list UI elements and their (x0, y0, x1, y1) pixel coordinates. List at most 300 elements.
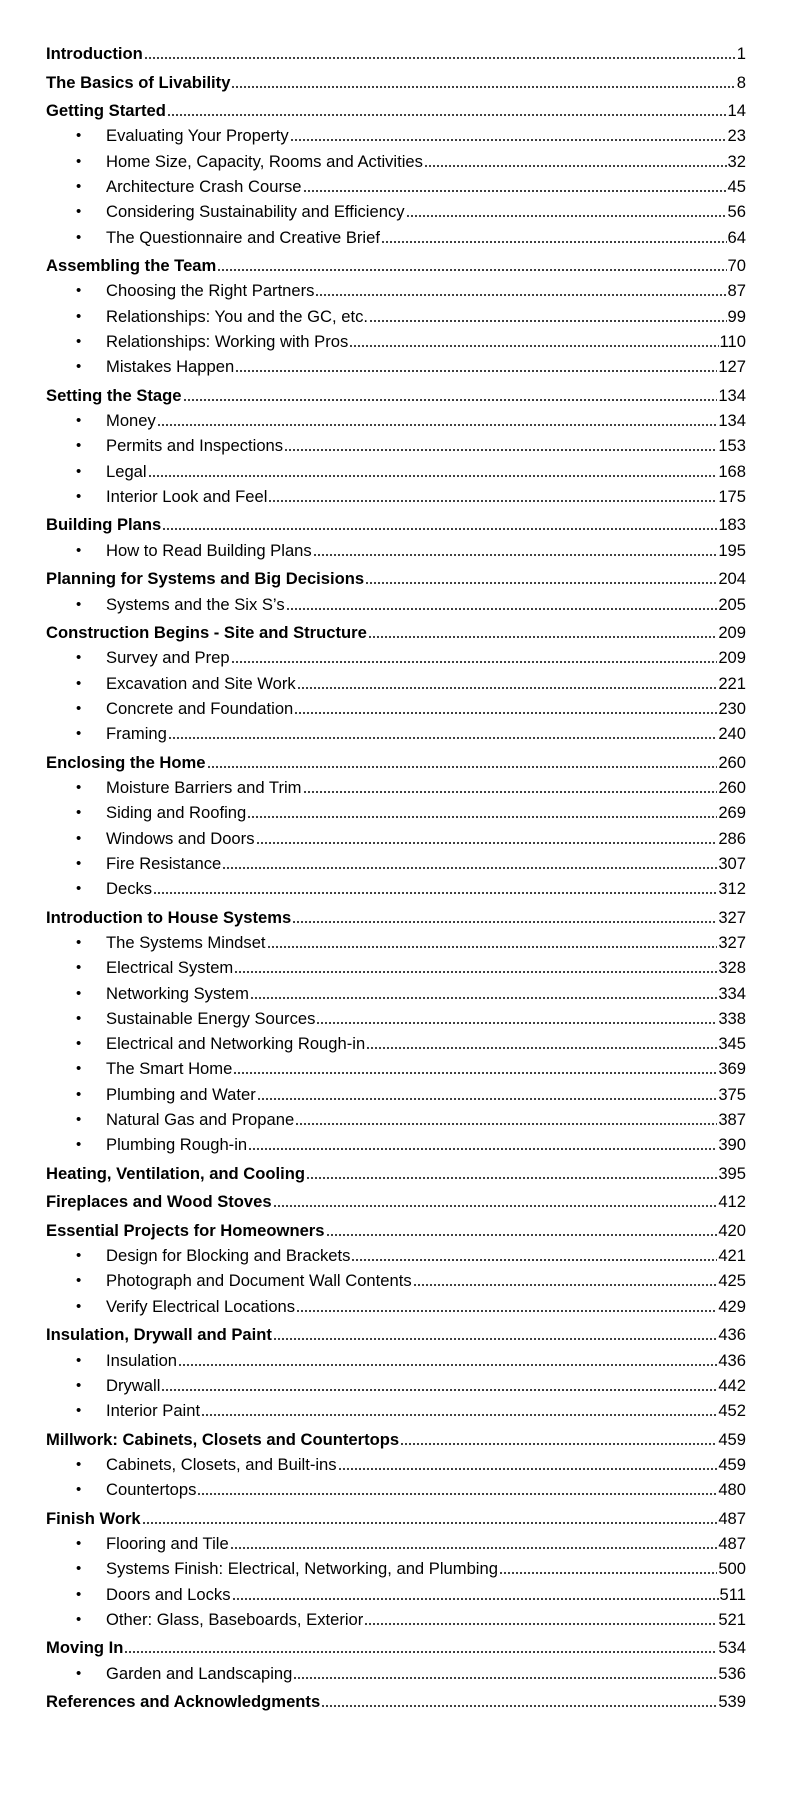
bullet-icon: • (76, 804, 82, 821)
toc-section-entry[interactable] (46, 407, 746, 431)
bullet-icon: • (76, 725, 82, 742)
toc-entry-page-number: 480 (718, 1480, 746, 1499)
toc-section-entry[interactable] (46, 980, 746, 1004)
toc-section-entry[interactable] (46, 122, 746, 146)
toc-entry-title: The Systems Mindset (106, 933, 266, 952)
toc-section-entry[interactable] (46, 458, 746, 482)
toc-entry-page-number: 64 (727, 228, 746, 247)
bullet-icon: • (76, 203, 82, 220)
toc-entry-title: Finish Work (46, 1509, 141, 1528)
toc-entry-page-number: 534 (718, 1638, 746, 1657)
dot-leader (365, 582, 717, 584)
toc-entry-page-number: 425 (718, 1271, 746, 1290)
dot-leader (231, 86, 735, 88)
toc-section-entry[interactable] (46, 1347, 746, 1371)
dot-leader (349, 345, 718, 347)
toc-entry-page-number: 87 (727, 281, 746, 300)
bullet-icon: • (76, 700, 82, 717)
toc-entry-title: Countertops (106, 1480, 197, 1499)
toc-entry-title: Windows and Doors (106, 829, 255, 848)
toc-entry-title: Enclosing the Home (46, 753, 206, 772)
toc-entry-title: Interior Look and Feel (106, 487, 268, 506)
toc-entry-page-number: 328 (718, 958, 746, 977)
dot-leader (306, 1177, 717, 1179)
bullet-icon: • (76, 333, 82, 350)
toc-chapter-entry[interactable] (46, 1188, 746, 1212)
toc-section-entry[interactable] (46, 670, 746, 694)
toc-entry-page-number: 327 (718, 933, 746, 952)
toc-entry-title: Insulation (106, 1351, 178, 1370)
toc-entry-page-number: 260 (718, 753, 746, 772)
toc-chapter-entry[interactable] (46, 252, 746, 276)
toc-entry-page-number: 511 (719, 1585, 746, 1604)
toc-entry-title: Excavation and Site Work (106, 674, 296, 693)
toc-entry-title: Construction Begins - Site and Structure (46, 623, 367, 642)
toc-entry-page-number: 32 (727, 152, 746, 171)
bullet-icon: • (76, 959, 82, 976)
toc-entry-title: Assembling the Team (46, 256, 217, 275)
toc-entry-page-number: 421 (718, 1246, 746, 1265)
bullet-icon: • (76, 1402, 82, 1419)
toc-entry-page-number: 175 (718, 487, 746, 506)
toc-section-entry[interactable] (46, 1660, 746, 1684)
bullet-icon: • (76, 596, 82, 613)
toc-entry-title: Legal (106, 462, 147, 481)
toc-entry-title: Setting the Stage (46, 386, 182, 405)
bullet-icon: • (76, 1060, 82, 1077)
dot-leader (230, 1547, 718, 1549)
toc-chapter-entry[interactable] (46, 382, 746, 406)
dot-leader (292, 921, 717, 923)
toc-entry-title: Millwork: Cabinets, Closets and Countertops (46, 1430, 400, 1449)
dot-leader (167, 114, 727, 116)
toc-section-entry[interactable] (46, 644, 746, 668)
dot-leader (424, 165, 727, 167)
toc-entry-page-number: 127 (718, 357, 746, 376)
toc-entry-page-number: 195 (718, 541, 746, 560)
dot-leader (297, 687, 718, 689)
bullet-icon: • (76, 1298, 82, 1315)
bullet-icon: • (76, 779, 82, 796)
toc-entry-title: Flooring and Tile (106, 1534, 229, 1553)
toc-entry-title: Choosing the Right Partners (106, 281, 315, 300)
toc-entry-page-number: 286 (718, 829, 746, 848)
toc-entry-page-number: 45 (727, 177, 746, 196)
toc-chapter-entry[interactable] (46, 619, 746, 643)
toc-entry-title: Architecture Crash Course (106, 177, 302, 196)
toc-entry-title: Money (106, 411, 156, 430)
toc-entry-title: Cabinets, Closets, and Built-ins (106, 1455, 337, 1474)
dot-leader (406, 215, 727, 217)
bullet-icon: • (76, 830, 82, 847)
toc-entry-page-number: 395 (718, 1164, 746, 1183)
toc-entry-title: Introduction (46, 44, 143, 63)
toc-section-entry[interactable] (46, 1372, 746, 1396)
bullet-icon: • (76, 308, 82, 325)
bullet-icon: • (76, 1272, 82, 1289)
dot-leader (207, 766, 718, 768)
toc-entry-page-number: 390 (718, 1135, 746, 1154)
toc-chapter-entry[interactable] (46, 1426, 746, 1450)
toc-section-entry[interactable] (46, 720, 746, 744)
toc-entry-page-number: 221 (718, 674, 746, 693)
toc-entry-page-number: 459 (718, 1455, 746, 1474)
dot-leader (222, 867, 717, 869)
toc-chapter-entry[interactable] (46, 565, 746, 589)
dot-leader (499, 1572, 717, 1574)
bullet-icon: • (76, 153, 82, 170)
toc-entry-page-number: 539 (718, 1692, 746, 1711)
toc-entry-page-number: 134 (718, 386, 746, 405)
toc-entry-title: Introduction to House Systems (46, 908, 292, 927)
dot-leader (303, 791, 718, 793)
toc-section-entry[interactable] (46, 799, 746, 823)
dot-leader (231, 661, 718, 663)
dot-leader (294, 712, 717, 714)
toc-section-entry[interactable] (46, 303, 746, 327)
dot-leader (400, 1443, 717, 1445)
dot-leader (257, 1098, 718, 1100)
toc-entry-title: References and Acknowledgments (46, 1692, 321, 1711)
toc-entry-page-number: 8 (736, 73, 746, 92)
toc-entry-title: The Questionnaire and Creative Brief (106, 228, 380, 247)
toc-entry-page-number: 345 (718, 1034, 746, 1053)
toc-entry-page-number: 487 (718, 1509, 746, 1528)
toc-chapter-entry[interactable] (46, 904, 746, 928)
toc-entry-page-number: 260 (718, 778, 746, 797)
dot-leader (157, 424, 718, 426)
toc-section-entry[interactable] (46, 875, 746, 899)
toc-entry-title: Framing (106, 724, 167, 743)
dot-leader (197, 1493, 717, 1495)
toc-entry-page-number: 500 (718, 1559, 746, 1578)
toc-entry-page-number: 209 (718, 623, 746, 642)
toc-entry-title: How to Read Building Plans (106, 541, 312, 560)
toc-entry-page-number: 420 (718, 1221, 746, 1240)
toc-section-entry[interactable] (46, 850, 746, 874)
toc-entry-title: Verify Electrical Locations (106, 1297, 296, 1316)
toc-section-entry[interactable] (46, 353, 746, 377)
toc-entry-title: Relationships: Working with Pros (106, 332, 349, 351)
toc-section-entry[interactable] (46, 591, 746, 615)
toc-entry-title: Insulation, Drywall and Paint (46, 1325, 272, 1344)
bullet-icon: • (76, 1035, 82, 1052)
dot-leader (286, 608, 718, 610)
toc-chapter-entry[interactable] (46, 1160, 746, 1184)
bullet-icon: • (76, 127, 82, 144)
dot-leader (142, 1522, 718, 1524)
bullet-icon: • (76, 1136, 82, 1153)
toc-entry-page-number: 230 (718, 699, 746, 718)
toc-entry-title: Other: Glass, Baseboards, Exterior (106, 1610, 364, 1629)
toc-entry-page-number: 205 (718, 595, 746, 614)
toc-section-entry[interactable] (46, 1242, 746, 1266)
dot-leader (201, 1414, 717, 1416)
dot-leader (247, 816, 717, 818)
toc-entry-title: The Basics of Livability (46, 73, 231, 92)
toc-section-entry[interactable] (46, 695, 746, 719)
dot-leader (284, 449, 717, 451)
toc-entry-page-number: 56 (727, 202, 746, 221)
bullet-icon: • (76, 1111, 82, 1128)
toc-entry-page-number: 1 (736, 44, 746, 63)
bullet-icon: • (76, 229, 82, 246)
toc-chapter-entry[interactable] (46, 40, 746, 64)
toc-entry-title: Plumbing and Water (106, 1085, 256, 1104)
dot-leader (290, 139, 727, 141)
toc-entry-title: Design for Blocking and Brackets (106, 1246, 351, 1265)
bullet-icon: • (76, 880, 82, 897)
dot-leader (217, 269, 726, 271)
toc-section-entry[interactable] (46, 432, 746, 456)
toc-entry-title: Networking System (106, 984, 249, 1003)
dot-leader (303, 190, 727, 192)
bullet-icon: • (76, 1247, 82, 1264)
toc-entry-title: Electrical System (106, 958, 234, 977)
toc-entry-page-number: 110 (719, 332, 746, 351)
toc-entry-title: Electrical and Networking Rough-in (106, 1034, 366, 1053)
bullet-icon: • (76, 463, 82, 480)
bullet-icon: • (76, 178, 82, 195)
toc-section-entry[interactable] (46, 1476, 746, 1500)
toc-section-entry[interactable] (46, 1293, 746, 1317)
dot-leader (256, 842, 718, 844)
toc-entry-title: Heating, Ventilation, and Cooling (46, 1164, 306, 1183)
toc-entry-page-number: 412 (718, 1192, 746, 1211)
toc-section-entry[interactable] (46, 1530, 746, 1554)
toc-entry-title: Systems Finish: Electrical, Networking, and Plumbing (106, 1559, 498, 1578)
toc-section-entry[interactable] (46, 483, 746, 507)
toc-section-entry[interactable] (46, 774, 746, 798)
dot-leader (313, 554, 718, 556)
dot-leader (153, 892, 717, 894)
toc-entry-title: Garden and Landscaping (106, 1664, 293, 1683)
dot-leader (273, 1338, 717, 1340)
toc-entry-title: Interior Paint (106, 1401, 201, 1420)
toc-entry-page-number: 312 (718, 879, 746, 898)
bullet-icon: • (76, 649, 82, 666)
toc-entry-title: Planning for Systems and Big Decisions (46, 569, 365, 588)
toc-entry-page-number: 375 (718, 1085, 746, 1104)
toc-entry-page-number: 487 (718, 1534, 746, 1553)
toc-entry-page-number: 153 (718, 436, 746, 455)
toc-entry-title: Getting Started (46, 101, 166, 120)
dot-leader (338, 1468, 718, 1470)
toc-entry-title: Considering Sustainability and Efficiency (106, 202, 405, 221)
toc-section-entry[interactable] (46, 929, 746, 953)
toc-entry-page-number: 442 (718, 1376, 746, 1395)
toc-entry-page-number: 99 (727, 307, 746, 326)
toc-chapter-entry[interactable] (46, 1634, 746, 1658)
toc-entry-title: Relationships: You and the GC, etc. (106, 307, 368, 326)
dot-leader (267, 946, 718, 948)
toc-entry-title: Home Size, Capacity, Rooms and Activities (106, 152, 423, 171)
toc-section-entry[interactable] (46, 277, 746, 301)
toc-entry-title: Fire Resistance (106, 854, 222, 873)
dot-leader (233, 1072, 717, 1074)
toc-entry-title: Sustainable Energy Sources (106, 1009, 316, 1028)
toc-entry-title: Moving In (46, 1638, 124, 1657)
dot-leader (321, 1705, 717, 1707)
toc-entry-page-number: 459 (718, 1430, 746, 1449)
dot-leader (295, 1123, 717, 1125)
dot-leader (368, 636, 717, 638)
toc-entry-page-number: 452 (718, 1401, 746, 1420)
dot-leader (168, 737, 717, 739)
bullet-icon: • (76, 1611, 82, 1628)
toc-entry-page-number: 269 (718, 803, 746, 822)
toc-entry-title: Building Plans (46, 515, 162, 534)
toc-section-entry[interactable] (46, 328, 746, 352)
toc-entry-title: Essential Projects for Homeowners (46, 1221, 325, 1240)
bullet-icon: • (76, 934, 82, 951)
toc-entry-page-number: 134 (718, 411, 746, 430)
dot-leader (273, 1205, 718, 1207)
bullet-icon: • (76, 1456, 82, 1473)
toc-chapter-entry[interactable] (46, 511, 746, 535)
toc-section-entry[interactable] (46, 825, 746, 849)
toc-entry-title: Concrete and Foundation (106, 699, 294, 718)
toc-entry-page-number: 209 (718, 648, 746, 667)
dot-leader (178, 1364, 717, 1366)
dot-leader (369, 320, 727, 322)
toc-entry-page-number: 521 (718, 1610, 746, 1629)
toc-chapter-entry[interactable] (46, 1321, 746, 1345)
toc-section-entry[interactable] (46, 1606, 746, 1630)
toc-entry-page-number: 327 (718, 908, 746, 927)
toc-chapter-entry[interactable] (46, 1505, 746, 1529)
toc-section-entry[interactable] (46, 954, 746, 978)
bullet-icon: • (76, 437, 82, 454)
dot-leader (316, 1022, 717, 1024)
bullet-icon: • (76, 488, 82, 505)
toc-section-entry[interactable] (46, 537, 746, 561)
dot-leader (381, 241, 727, 243)
toc-entry-page-number: 70 (727, 256, 746, 275)
toc-section-entry[interactable] (46, 1131, 746, 1155)
toc-entry-title: Evaluating Your Property (106, 126, 289, 145)
toc-entry-title: Survey and Prep (106, 648, 230, 667)
toc-section-entry[interactable] (46, 1267, 746, 1291)
toc-entry-title: Systems and the Six S’s (106, 595, 285, 614)
toc-section-entry[interactable] (46, 1106, 746, 1130)
toc-chapter-entry[interactable] (46, 749, 746, 773)
toc-chapter-entry[interactable] (46, 69, 746, 93)
dot-leader (148, 475, 718, 477)
toc-section-entry[interactable] (46, 224, 746, 248)
toc-entry-title: Photograph and Document Wall Contents (106, 1271, 412, 1290)
bullet-icon: • (76, 855, 82, 872)
toc-entry-page-number: 536 (718, 1664, 746, 1683)
toc-entry-title: Fireplaces and Wood Stoves (46, 1192, 272, 1211)
toc-entry-title: Drywall (106, 1376, 161, 1395)
toc-section-entry[interactable] (46, 1555, 746, 1579)
toc-entry-page-number: 429 (718, 1297, 746, 1316)
toc-entry-page-number: 338 (718, 1009, 746, 1028)
toc-section-entry[interactable] (46, 198, 746, 222)
dot-leader (161, 1389, 717, 1391)
dot-leader (268, 500, 717, 502)
bullet-icon: • (76, 1086, 82, 1103)
dot-leader (235, 370, 717, 372)
toc-entry-title: The Smart Home (106, 1059, 233, 1078)
toc-chapter-entry[interactable] (46, 97, 746, 121)
bullet-icon: • (76, 1665, 82, 1682)
toc-section-entry[interactable] (46, 1055, 746, 1079)
bullet-icon: • (76, 1560, 82, 1577)
bullet-icon: • (76, 985, 82, 1002)
toc-section-entry[interactable] (46, 173, 746, 197)
bullet-icon: • (76, 542, 82, 559)
toc-entry-title: Siding and Roofing (106, 803, 247, 822)
toc-entry-page-number: 168 (718, 462, 746, 481)
toc-entry-page-number: 14 (727, 101, 746, 120)
toc-entry-page-number: 240 (718, 724, 746, 743)
toc-entry-page-number: 23 (727, 126, 746, 145)
toc-entry-page-number: 183 (718, 515, 746, 534)
toc-chapter-entry[interactable] (46, 1217, 746, 1241)
bullet-icon: • (76, 282, 82, 299)
bullet-icon: • (76, 1535, 82, 1552)
dot-leader (124, 1651, 717, 1653)
dot-leader (183, 399, 718, 401)
bullet-icon: • (76, 675, 82, 692)
toc-entry-page-number: 436 (718, 1325, 746, 1344)
toc-entry-title: Decks (106, 879, 153, 898)
bullet-icon: • (76, 358, 82, 375)
toc-entry-title: Mistakes Happen (106, 357, 235, 376)
toc-entry-page-number: 204 (718, 569, 746, 588)
dot-leader (366, 1047, 717, 1049)
dot-leader (326, 1234, 718, 1236)
toc-entry-title: Doors and Locks (106, 1585, 231, 1604)
dot-leader (144, 57, 736, 59)
toc-section-entry[interactable] (46, 1005, 746, 1029)
dot-leader (248, 1148, 717, 1150)
toc-entry-page-number: 334 (718, 984, 746, 1003)
dot-leader (250, 997, 717, 999)
dot-leader (413, 1284, 718, 1286)
toc-section-entry[interactable] (46, 1397, 746, 1421)
dot-leader (296, 1310, 717, 1312)
toc-section-entry[interactable] (46, 148, 746, 172)
toc-entry-page-number: 369 (718, 1059, 746, 1078)
toc-entry-page-number: 307 (718, 854, 746, 873)
bullet-icon: • (76, 1586, 82, 1603)
toc-entry-page-number: 387 (718, 1110, 746, 1129)
toc-section-entry[interactable] (46, 1081, 746, 1105)
bullet-icon: • (76, 1010, 82, 1027)
dot-leader (293, 1677, 717, 1679)
toc-entry-title: Moisture Barriers and Trim (106, 778, 302, 797)
toc-section-entry[interactable] (46, 1451, 746, 1475)
dot-leader (232, 1598, 719, 1600)
toc-chapter-entry[interactable] (46, 1688, 746, 1712)
toc-entry-title: Plumbing Rough-in (106, 1135, 248, 1154)
toc-entry-page-number: 436 (718, 1351, 746, 1370)
bullet-icon: • (76, 412, 82, 429)
bullet-icon: • (76, 1481, 82, 1498)
toc-entry-title: Natural Gas and Propane (106, 1110, 295, 1129)
dot-leader (234, 971, 717, 973)
toc-entry-title: Permits and Inspections (106, 436, 284, 455)
toc-section-entry[interactable] (46, 1030, 746, 1054)
toc-section-entry[interactable] (46, 1581, 746, 1605)
bullet-icon: • (76, 1352, 82, 1369)
dot-leader (315, 294, 726, 296)
dot-leader (364, 1623, 717, 1625)
dot-leader (351, 1259, 717, 1261)
